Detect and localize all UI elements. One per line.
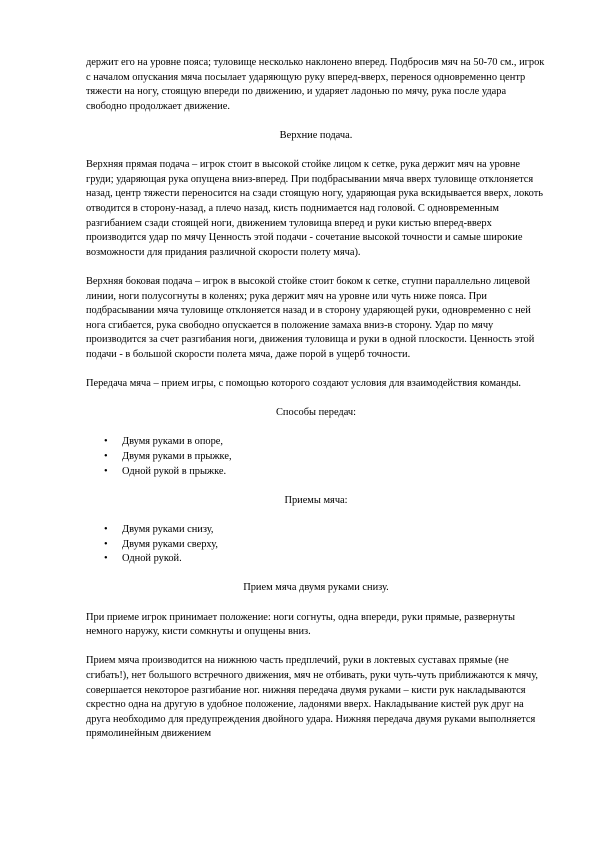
paragraph-reception-technique: Прием мяча производится на нижнюю часть предплечий, руки в локтевых суставах прямые (не сгибать!), нет большого встречного движения, мяч не отбивать, руки чуть-чуть приближаются к мячу, совершается некоторое разгибание ног. нижняя передача двумя руками – кисти рук накладываются скрестно одна на другую в удобное положение, ладонями вверх. Накладывание кистей рук друг на друга необходимо для предупреждения двойного удара. Нижняя передача двумя руками выполняется прямолинейным движением	[86, 655, 539, 740]
paragraph-ball-pass: Передача мяча – прием игры, с помощью которого создают условия для взаимодействия команды.	[86, 378, 522, 390]
heading-ball-receptions: Приемы мяча:	[284, 494, 348, 506]
paragraph-reception-stance: При приеме игрок принимает положение: ноги согнуты, одна впереди, руки прямые, развернуты немного наружу, кисти сомкнуты и опущены вниз.	[86, 611, 516, 638]
heading-two-hand-underarm-reception: Прием мяча двумя руками снизу.	[243, 582, 389, 594]
paragraph-overhand-side-serve: Верхняя боковая подача – игрок в высокой стойке стоит боком к сетке, ступни параллельно лицевой линии, ноги полусогнуты в коленях; рука держит мяч на уровне или чуть ниже пояса. При подбрасывании мяча туловище отклоняется назад и в сторону ударяющей руки, одновременно с ней нога сгибается, рука свободно опускается в положение замаха вниз-в сторону. Удар по мячу производится за счет разгибания ноги, движения туловища и руки в одной плоскости. Ценность этой подачи - в большой скорости полета мяча, даже порой в ущерб точности.	[86, 275, 535, 360]
list-item: • Одной рукой в прыжке.	[122, 465, 546, 480]
paragraph-serve-continuation: держит его на уровне пояса; туловище несколько наклонено вперед. Подбросив мяч на 50-70 см., игрок с началом опускания мяча посылает ударяющую руку вперед-вверх, перенося одновременно центр тяжести на ногу, стоящую впереди по движению, и ударяет ладонью по мячу, рука после удара свободно продолжает движение.	[86, 57, 545, 112]
list-item: • Двумя руками снизу,	[122, 523, 546, 538]
heading-pass-methods: Способы передач:	[275, 407, 357, 419]
list-item: • Двумя руками в прыжке,	[122, 450, 546, 465]
list-item: • Одной рукой.	[122, 552, 546, 567]
list-pass-methods	[86, 435, 546, 479]
paragraph-overhand-straight-serve: Верхняя прямая подача – игрок стоит в высокой стойке лицом к сетке, рука держит мяч на уровне груди; ударяющая рука опущена вниз-вперед. При подбрасывании мяча вверх туловище отклоняется назад, центр тяжести переносится на сзади стоящую ногу, ударяющая рука вскидывается вверх, локоть отводится в сторону-назад, а плечо назад, кисть поднимается над головой. С одновременным разгибанием сзади стоящей ноги, движением туловища вперед и руки кистью вперед-вверх производится удар по мячу Ценность этой подачи - сочетание высокой точности и самые широкие возможности для придания различной скорости полету мяча).	[86, 159, 544, 258]
heading-overhand-serve: Верхние подача.	[279, 129, 353, 141]
list-item: • Двумя руками сверху,	[122, 538, 546, 553]
list-item: • Двумя руками в опоре,	[122, 435, 546, 450]
page-content	[86, 56, 546, 757]
list-ball-receptions	[86, 523, 546, 567]
